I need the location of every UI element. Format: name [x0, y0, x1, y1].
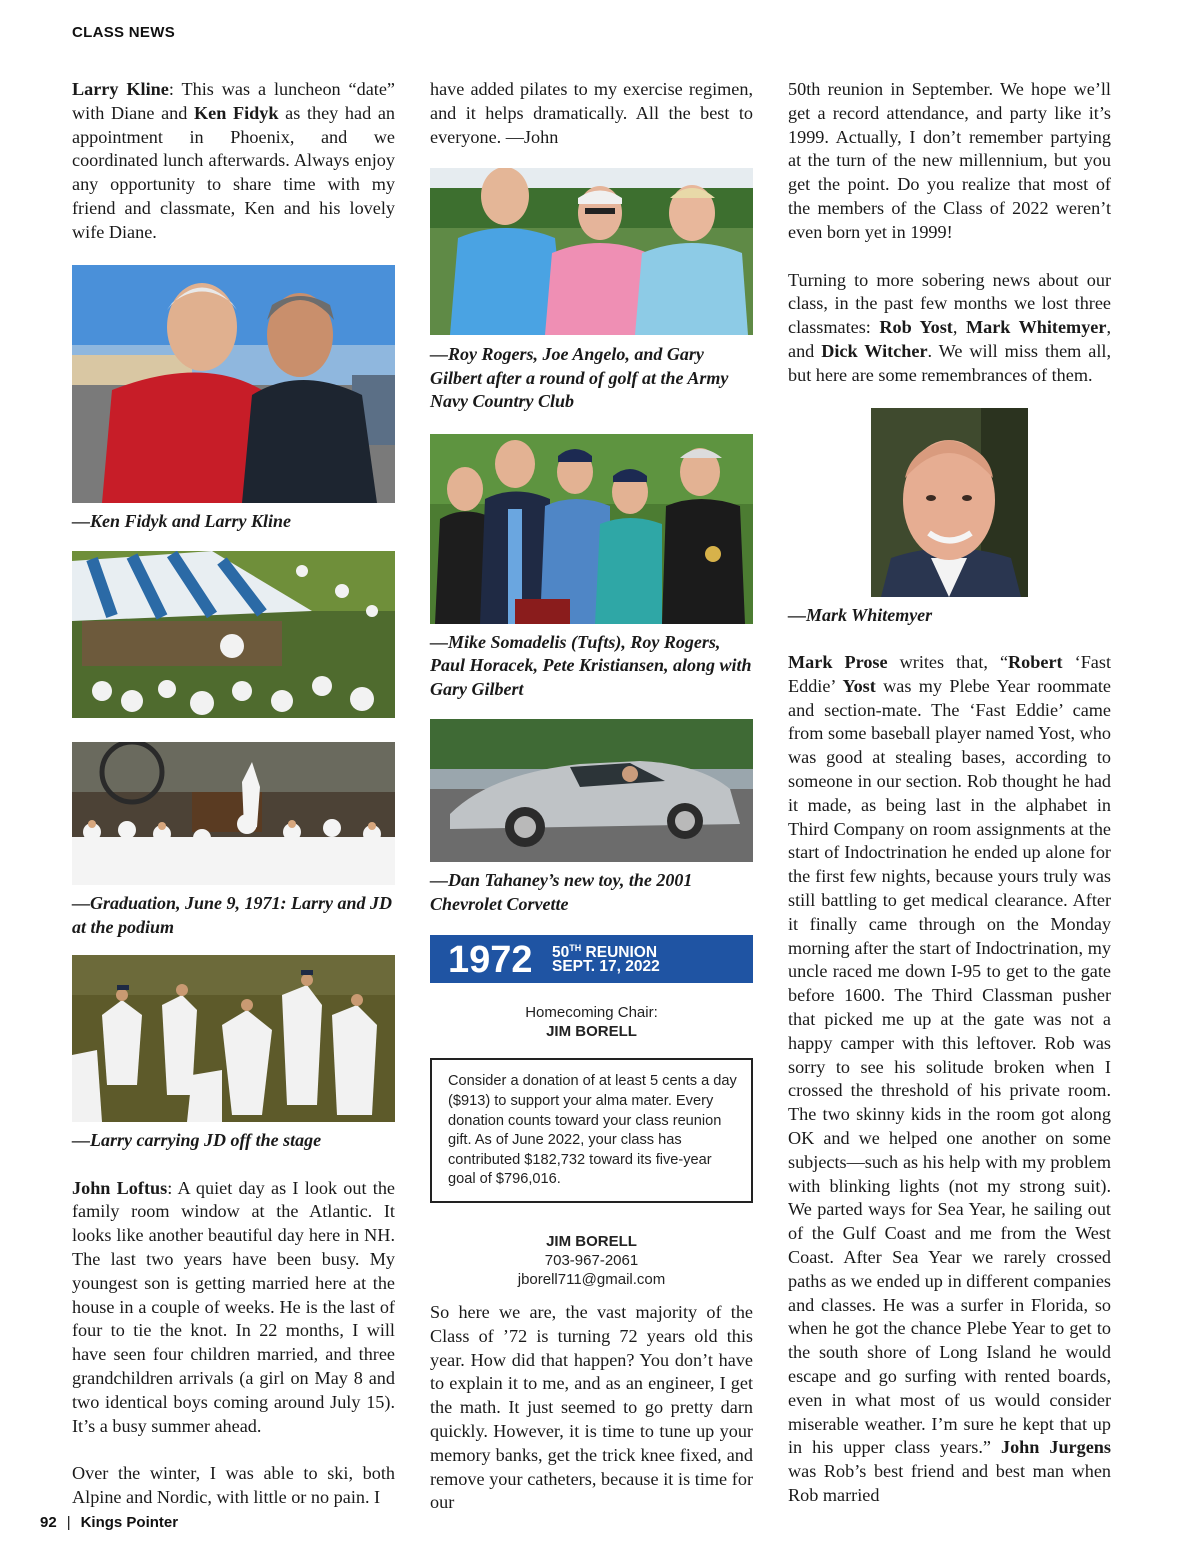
column-1: [72, 78, 395, 1510]
caption-mark-whitemyer: —Mark Whitemyer: [788, 604, 933, 625]
name-larry-kline: Larry Kline: [72, 79, 169, 99]
footer-separator: |: [66, 1514, 71, 1531]
publication-name: Kings Pointer: [80, 1514, 179, 1531]
name-yost: Yost: [842, 675, 876, 696]
contact-name: JIM BORELL: [546, 1232, 637, 1250]
page-footer: [40, 1514, 178, 1531]
paragraph-over-winter: Over the winter, I was able to ski, both Alpine and Nordic, with little or no pain. I: [72, 1463, 395, 1508]
paragraph-john-loftus: John Loftus: A quiet day as I look out the family room window at the Atlantic. It looks like another beautiful day here in NH. The last two years have been busy. My youngest son is getting married here at the house in a couple of weeks. He is the last of four to tie the knot. In 22 months, I will have seen four children married, and three grandchildren arrivals (a girl on May 8 and two identical boys coming around July 15). It’s a busy summer ahead.: [72, 1177, 395, 1436]
section-header: CLASS NEWS: [72, 24, 176, 41]
paragraph-sobering-news: Turning to more sobering news about our class, in the past few months we lost three classmates: Rob Yost, Mark Whitemyer, and Dick Witcher. We will miss them all, but here are some remembrances of them.: [788, 269, 1111, 385]
name-john-jurgens: John Jurgens: [1000, 1437, 1111, 1458]
name-john-loftus: John Loftus: [72, 1177, 168, 1198]
photo-graduation-podium: [72, 742, 395, 885]
caption-carrying: —Larry carrying JD off the stage: [72, 1130, 322, 1151]
name-robert: Robert: [1008, 652, 1063, 673]
reunion-date: SEPT. 17, 2022: [552, 958, 660, 976]
paragraph-50th-reunion: 50th reunion in September. We hope we’ll get a record attendance, and party like it’s 1999. Actually, I don’t remember partying at the turn of the new millennium, but you get the point. Do you realize that most of the members of the Class of 2022 weren’t even born yet in 1999!: [788, 79, 1111, 242]
caption-golf-trio: —Roy Rogers, Joe Angelo, and Gary Gilbert after a round of golf at the Army Navy Country Club: [430, 344, 729, 412]
caption-ken-larry: —Ken Fidyk and Larry Kline: [72, 510, 292, 531]
name-rob-yost: Rob Yost: [879, 317, 953, 338]
homecoming-chair-name: JIM BORELL: [546, 1023, 637, 1041]
photo-ken-fidyk-larry-kline: [72, 265, 395, 503]
photo-five-men: [430, 434, 753, 624]
column-2: [430, 78, 753, 1515]
caption-graduation: —Graduation, June 9, 1971: Larry and JD at the podium: [72, 893, 393, 937]
photo-graduation-tent: [72, 551, 395, 718]
name-dick-witcher: Dick Witcher: [821, 340, 928, 361]
photo-corvette: [430, 719, 753, 862]
paragraph-pilates: have added pilates to my exercise regimen, and it helps dramatically. All the best to everyone. —John: [430, 79, 753, 147]
donation-box: Consider a donation of at least 5 cents a day ($913) to support your alma mater. Every donation counts toward your class reunion gift. As of June 2022, your class has contributed $182,732 toward its five-year goal of $796,016.: [430, 1058, 753, 1203]
reunion-title: 50TH REUNION: [552, 943, 658, 962]
photo-mark-whitemyer: [871, 408, 1028, 597]
homecoming-chair-label: Homecoming Chair:: [525, 1004, 658, 1022]
photo-golf-trio: [430, 168, 753, 335]
name-mark-prose: Mark Prose: [788, 652, 888, 673]
reunion-banner: [430, 935, 753, 983]
paragraph-so-here-we-are: So here we are, the vast majority of the Class of ’72 is turning 72 years old this year. How did that happen? You don’t have to explain it to me, and as an engineer, I get the math. It just seemed to go pretty darn quickly. However, it is time to tune up your memory banks, get the trick knee fixed, and remove your catheters, because it is time for our: [430, 1301, 753, 1513]
paragraph-larry-kline: Larry Kline: This was a luncheon “date” with Diane and Ken Fidyk as they had an appointment in Phoenix, and we coordinated lunch afterwards. Always enjoy any opportunity to share time with my friend and classmate, Ken and his lovely wife Diane.: [72, 79, 395, 242]
photo-larry-carrying-jd: [72, 955, 395, 1122]
paragraph-mark-prose: Mark Prose writes that, “Robert ‘Fast Eddie’ Yost was my Plebe Year roommate and section-mate. The ‘Fast Eddie’ came from some baseball player named Yost, who was good at stealing bases, according to someone in our section. Rob thought he had it made, as being last in the alphabet in Third Company on room assignments at the start of Indoctrination he ended up alone for the first few nights, because yours truly was still battling to get medical clearance. After it finally came through on the Monday morning after the start of Indoctrination, my uncle raced me down I-95 to get to the gate before 1600. The Third Classman pusher that picked me up at the gate was not a happy camper with this leftover. Rob was sorry to see his solitude broken when I crossed the threshold of his private room. The two skinny kids in the room got along OK and we helped one another on some subjects—such as his help with my problem with blinking lights (not my strong suit). We parted ways for Sea Year, he sailing out of the Gulf Coast and me from the West Coast. After Sea Year we rarely crossed paths as we ended up in different companies and classes. He was a surfer in Florida, so when he got the chance Plebe Year to get to the south shore of Long Island he would escape and go surfing with rented boards, even in what most of us would consider miserable weather. I’m sure he kept that up in his upper class years.” John Jurgens was Rob’s best friend and best man when Rob married: [788, 652, 1112, 1505]
caption-five-men: —Mike Somadelis (Tufts), Roy Rogers, Paul Horacek, Pete Kristiansen, along with Gary Gilbert: [430, 631, 752, 699]
contact-phone: 703-967-2061: [544, 1251, 639, 1269]
name-ken-fidyk: Ken Fidyk: [194, 102, 279, 123]
contact-email[interactable]: jborell711@gmail.com: [517, 1270, 666, 1288]
caption-corvette: —Dan Tahaney’s new toy, the 2001 Chevrolet Corvette: [430, 870, 693, 914]
column-3: [788, 78, 1111, 1508]
name-mark-whitemyer: Mark Whitemyer: [965, 317, 1107, 338]
reunion-year: 1972: [448, 939, 533, 982]
page-number: 92: [40, 1514, 57, 1531]
